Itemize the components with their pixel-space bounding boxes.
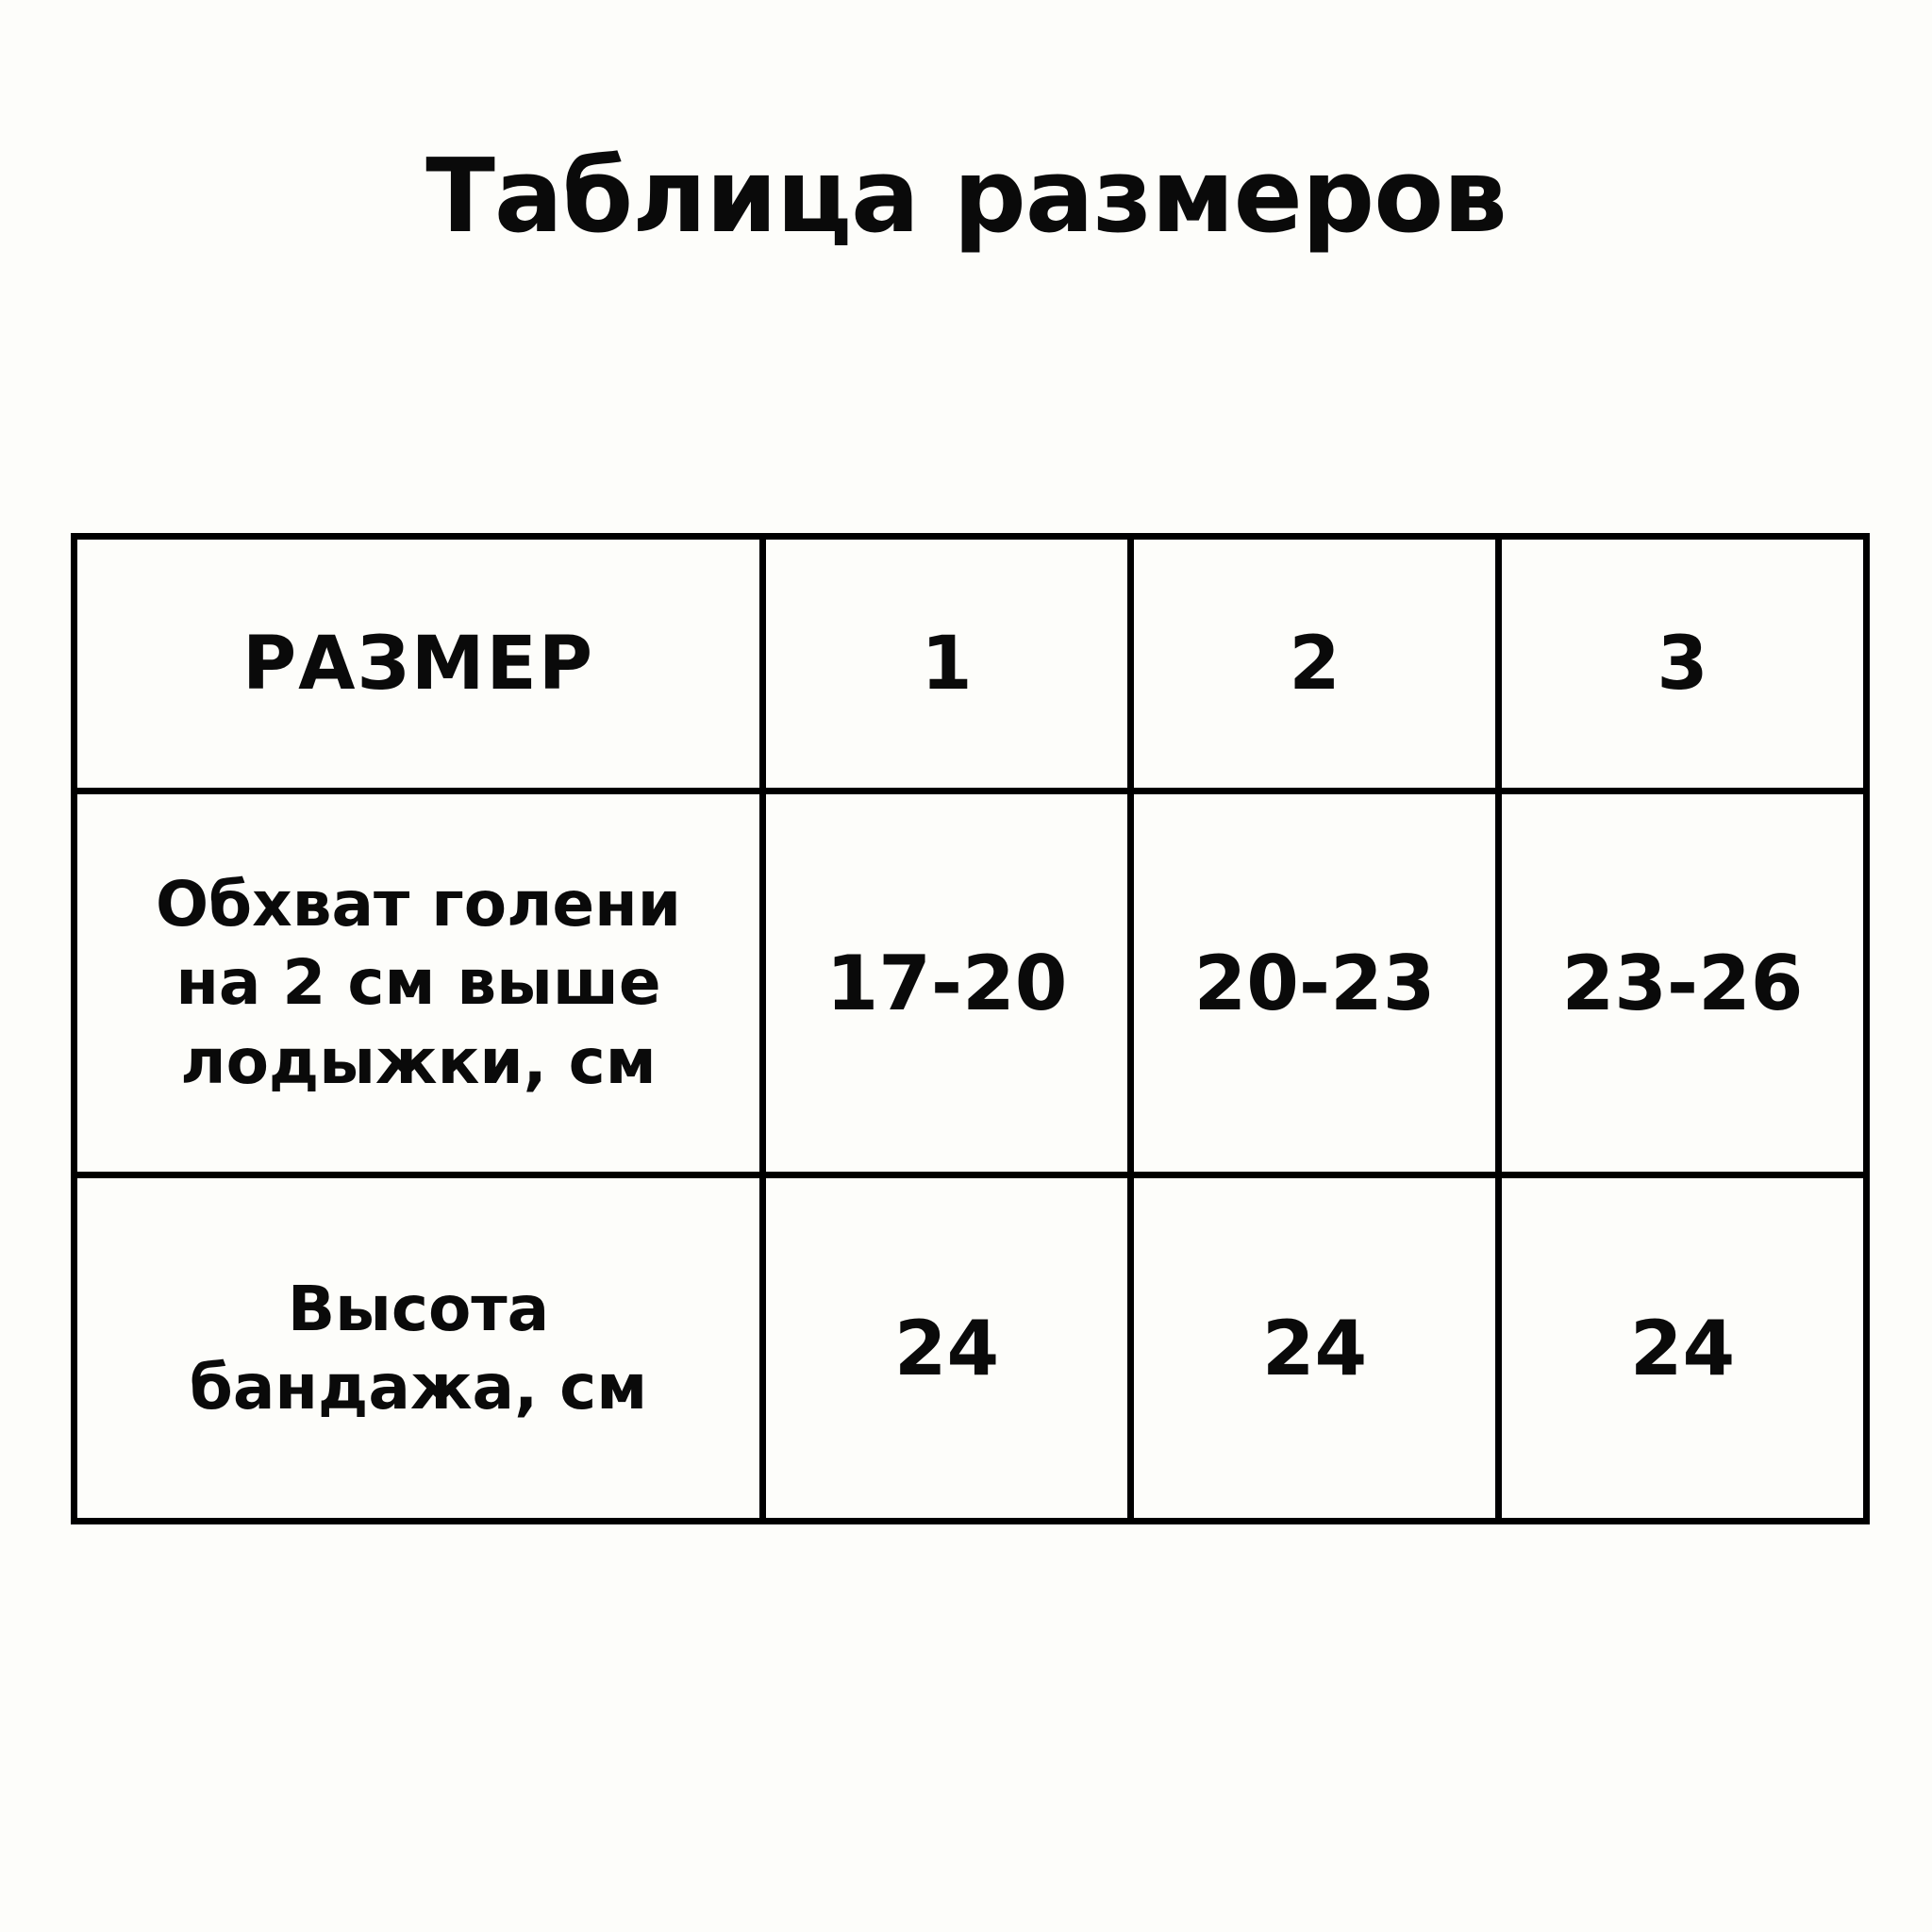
page-title: Таблица размеров [425,138,1507,256]
row-label-height-line2: бандажа, см [189,1351,648,1424]
row-label-height [75,1175,763,1522]
row-label-circumference-line3: лодыжки, см [180,1024,657,1098]
header-cell-size-label: РАЗМЕР [75,537,763,791]
cell-height-size-3: 24 [1499,1175,1867,1522]
row-label-circumference-line1: Обхват голени [155,868,682,941]
row-label-height-line1: Высота [287,1272,550,1345]
cell-height-size-1: 24 [763,1175,1131,1522]
cell-circumference-size-1: 17-20 [763,791,1131,1175]
table-row-height [75,1175,1867,1522]
cell-circumference-size-3: 23-26 [1499,791,1867,1175]
header-cell-size-2: 2 [1131,537,1499,791]
cell-height-size-2: 24 [1131,1175,1499,1522]
header-cell-size-3: 3 [1499,537,1867,791]
row-label-circumference [75,791,763,1175]
size-table [71,533,1870,1524]
header-cell-size-1: 1 [763,537,1131,791]
row-label-circumference-line2: на 2 см выше [175,946,661,1020]
table-row-header [75,537,1867,791]
cell-circumference-size-2: 20-23 [1131,791,1499,1175]
table-row-circumference [75,791,1867,1175]
size-table-container [71,533,1863,1524]
